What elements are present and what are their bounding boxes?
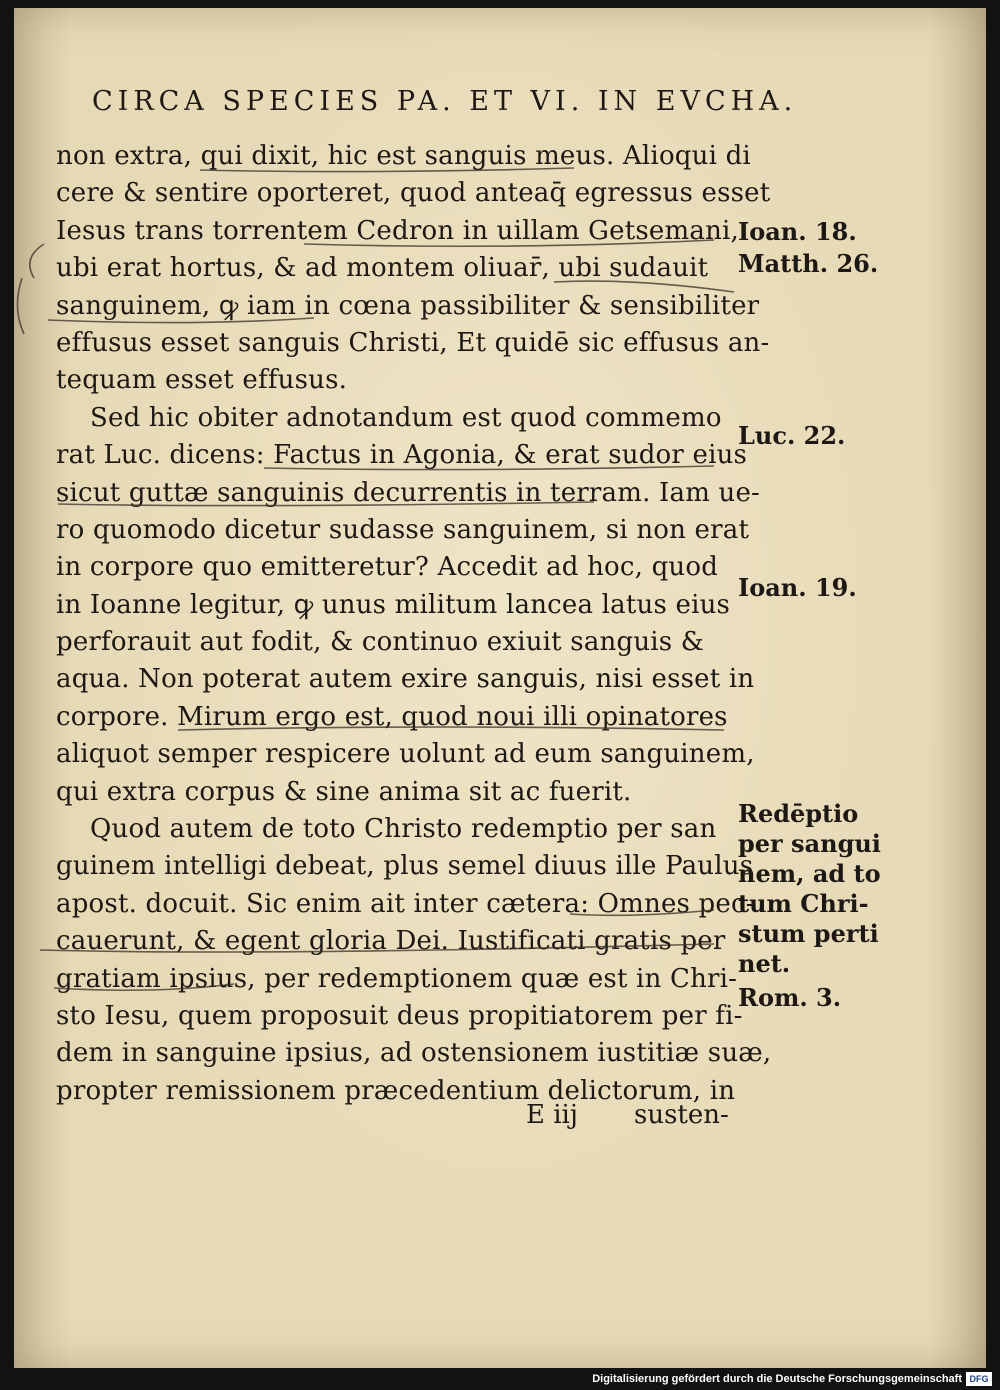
text-line: non extra, qui dixit, hic est sanguis meus. Alioqui di — [56, 141, 751, 171]
text-line: qui extra corpus & sine anima sit ac fuerit. — [56, 776, 632, 807]
text-line: in Ioanne legitur, ꝙ unus militum lancea latus eius — [56, 589, 731, 620]
margin-note-luc-22: Luc. 22. — [738, 421, 846, 450]
text-line: in corpore quo emitteretur? Accedit ad hoc, quod — [56, 552, 719, 583]
text-line: ubi erat hortus, & ad montem oliuar̄, ubi sudauit — [56, 253, 709, 284]
text-line: dem in sanguine ipsius, ad ostensionem iustitiæ suæ, — [56, 1038, 772, 1069]
text-line: corpore. Mirum ergo est, quod noui illi opinatores — [56, 701, 728, 732]
text-line: sicut guttæ sanguinis decurrentis in terram. Iam ue- — [56, 477, 761, 508]
paragraph-start-line: Quod autem de toto Christo redemptio per san — [90, 814, 717, 845]
text-line: propter remissionem præcedentium delictorum, in — [56, 1075, 736, 1106]
dfg-logo: DFG — [966, 1372, 992, 1386]
margin-note-redemptio: tum Chri- — [738, 889, 869, 918]
margin-note-redemptio: net. — [738, 949, 791, 978]
text-line: cere & sentire oporteret, quod anteaq̄ egressus esset — [56, 178, 771, 209]
catchword: susten- — [634, 1100, 729, 1130]
text-line: Iesus trans torrentem Cedron in uillam Getsemani, — [56, 215, 739, 246]
text-line: aqua. Non poterat autem exire sanguis, nisi esset in — [56, 664, 755, 695]
margin-note-redemptio: nem, ad to — [738, 859, 881, 888]
book-page — [14, 8, 986, 1368]
text-line: rat Luc. dicens: Factus in Agonia, & erat sudor eius — [56, 440, 748, 471]
handwritten-annotations — [14, 8, 986, 1368]
text-line: apost. docuit. Sic enim ait inter cætera: Omnes pec- — [56, 888, 755, 919]
paragraph-start-line: Sed hic obiter adnotandum est quod commemo — [90, 402, 722, 433]
text-line: aliquot semper respicere uolunt ad eum sanguinem, — [56, 739, 755, 770]
running-header: CIRCA SPECIES PA. ET VI. IN EVCHA. — [92, 86, 798, 117]
margin-note-ioan-19: Ioan. 19. — [738, 573, 857, 602]
margin-note-matth-26: Matth. 26. — [738, 249, 879, 278]
text-line: ro quomodo dicetur sudasse sanguinem, si non erat — [56, 514, 750, 545]
text-line: sto Iesu, quem proposuit deus propitiatorem per fi- — [56, 1000, 743, 1031]
text-line: tequam esset effusus. — [56, 365, 348, 396]
margin-note-redemptio: stum perti — [738, 919, 879, 948]
text-line: effusus esset sanguis Christi, Et quidē sic effusus an- — [56, 327, 770, 358]
text-line: gratiam ipsius, per redemptionem quæ est in Chri- — [56, 963, 738, 994]
digitization-footer — [0, 1370, 1000, 1390]
text-line: cauerunt, & egent gloria Dei. Iustificati gratis per — [56, 926, 726, 957]
footer-credit: Digitalisierung gefördert durch die Deutsche Forschungsgemeinschaft — [592, 1373, 962, 1385]
margin-note-redemptio: Redēptio — [738, 799, 859, 828]
margin-note-ioan-18: Ioan. 18. — [738, 217, 857, 246]
text-line: perforauit aut fodit, & continuo exiuit sanguis & — [56, 627, 705, 658]
margin-note-rom-3: Rom. 3. — [738, 983, 842, 1012]
text-line: guinem intelligi debeat, plus semel diuus ille Paulus — [56, 851, 754, 882]
text-line: sanguinem, ꝙ iam in cœna passibiliter & sensibiliter — [56, 290, 760, 321]
signature-mark: E iij — [526, 1100, 578, 1130]
margin-note-redemptio: per sangui — [738, 829, 881, 858]
